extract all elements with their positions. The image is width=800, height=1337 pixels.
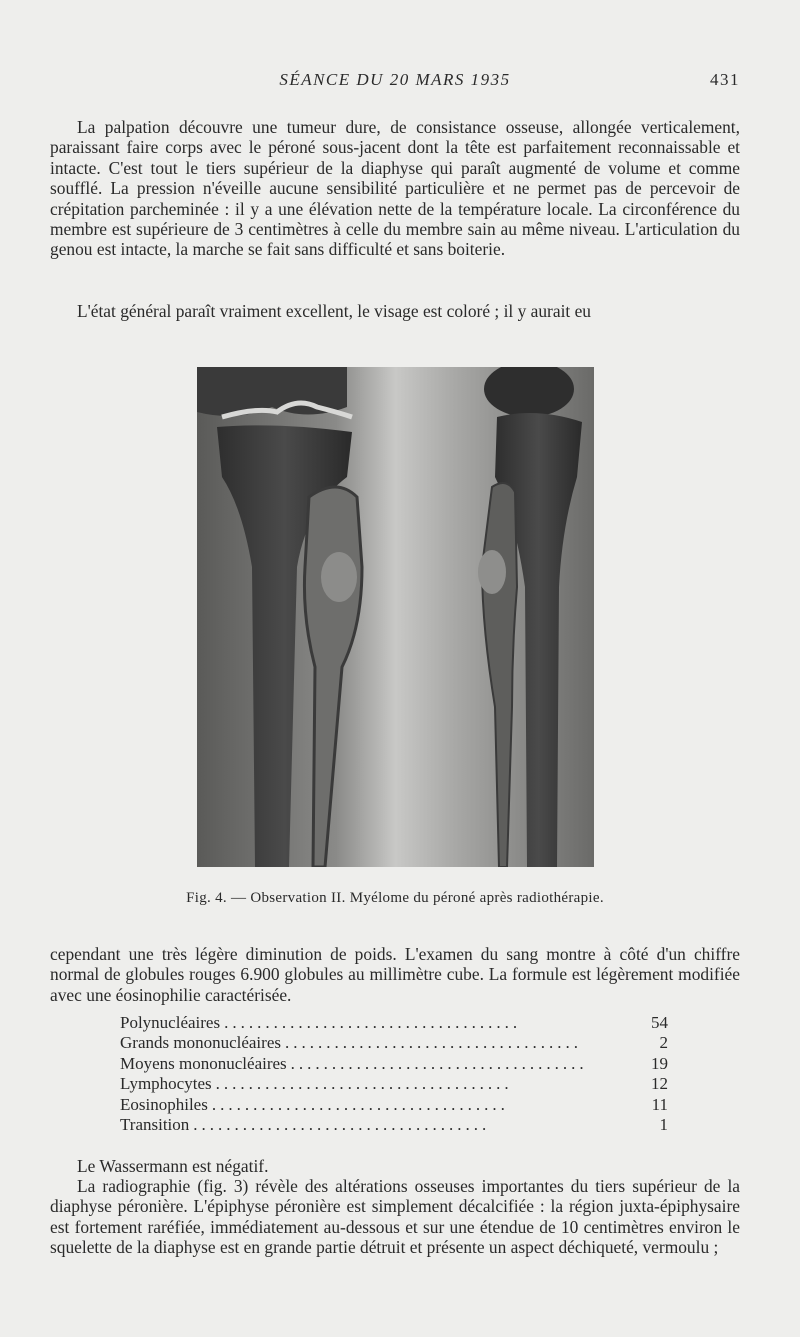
cell-type-name: Lymphocytes	[120, 1074, 212, 1094]
dot-leader: ....................................	[290, 1053, 588, 1073]
formula-row	[120, 1095, 668, 1115]
header-title: SÉANCE DU 20 MARS 1935	[279, 70, 511, 89]
paragraph-examen-sang: cependant une très légère diminution de poids. L'examen du sang montre à côté d'un chiffre normal de globules rouges 6.900 globules au millimètre cube. La formule est légèrement modifiée avec une éosinophilie caractérisée.	[50, 944, 740, 1005]
paragraph-wassermann: Le Wassermann est négatif.	[77, 1156, 269, 1176]
dot-leader: ....................................	[211, 1094, 509, 1114]
paragraph-palpation: La palpation découvre une tumeur dure, de consistance osseuse, allongée verticalement, paraissant faire corps avec le péroné sous-jacent dont la tête est parfaitement reconnaissable et intacte. C'est tout le tiers supérieur de la diaphyse qui paraît augmenté de volume et comme soufflé. La pression n'éveille aucune sensibilité particulière et ne permet pas de percevoir de crépitation parcheminée : il y a une élévation nette de la température locale. La circonférence du membre est supérieure de 3 centimètres à celle du membre sain au même niveau. L'articulation du genou est intacte, la marche se fait sans difficulté et sans boiterie.	[50, 117, 740, 260]
dot-leader: ....................................	[224, 1013, 522, 1032]
cell-type-value: 2	[659, 1033, 668, 1053]
paragraph-radiographie: La radiographie (fig. 3) révèle des altérations osseuses importantes du tiers supérieur de la diaphyse péronière. L'épiphyse péronière est simplement décalcifiée : la région juxta-épiphysaire est fortement raréfiée, immédiatement au-dessous et sur une étendue de 10 centimètres environ le squelette de la diaphyse est en grande partie détruit et présente un aspect déchiqueté, vermoulu ;	[50, 1176, 740, 1258]
blood-formula-table	[120, 1013, 668, 1135]
cell-type-value: 19	[651, 1053, 668, 1073]
cell-type-name: Grands mononucléaires	[120, 1033, 281, 1053]
xray-image	[197, 367, 594, 867]
dot-leader: ....................................	[215, 1074, 513, 1094]
formula-row	[120, 1074, 668, 1094]
cell-type-name: Transition	[120, 1114, 190, 1134]
dot-leader: ....................................	[193, 1114, 491, 1134]
cell-type-value: 1	[659, 1114, 668, 1134]
paragraph-etat-general: L'état général paraît vraiment excellent, le visage est coloré ; il y aurait eu	[77, 301, 591, 321]
cell-type-value: 11	[651, 1094, 668, 1114]
cell-type-value: 12	[651, 1074, 668, 1094]
page-number: 431	[710, 70, 740, 89]
formula-row	[120, 1013, 668, 1033]
formula-row	[120, 1054, 668, 1074]
cell-type-value: 54	[651, 1013, 668, 1032]
dot-leader: ....................................	[284, 1033, 582, 1053]
running-header	[50, 70, 740, 94]
cell-type-name: Eosinophiles	[120, 1094, 208, 1114]
figure-caption: Fig. 4. — Observation II. Myélome du péroné après radiothérapie.	[186, 890, 604, 906]
xray-figure	[197, 367, 594, 867]
formula-row	[120, 1033, 668, 1053]
cell-type-name: Moyens mononucléaires	[120, 1053, 287, 1073]
formula-row	[120, 1115, 668, 1135]
cell-type-name: Polynucléaires	[120, 1013, 221, 1032]
